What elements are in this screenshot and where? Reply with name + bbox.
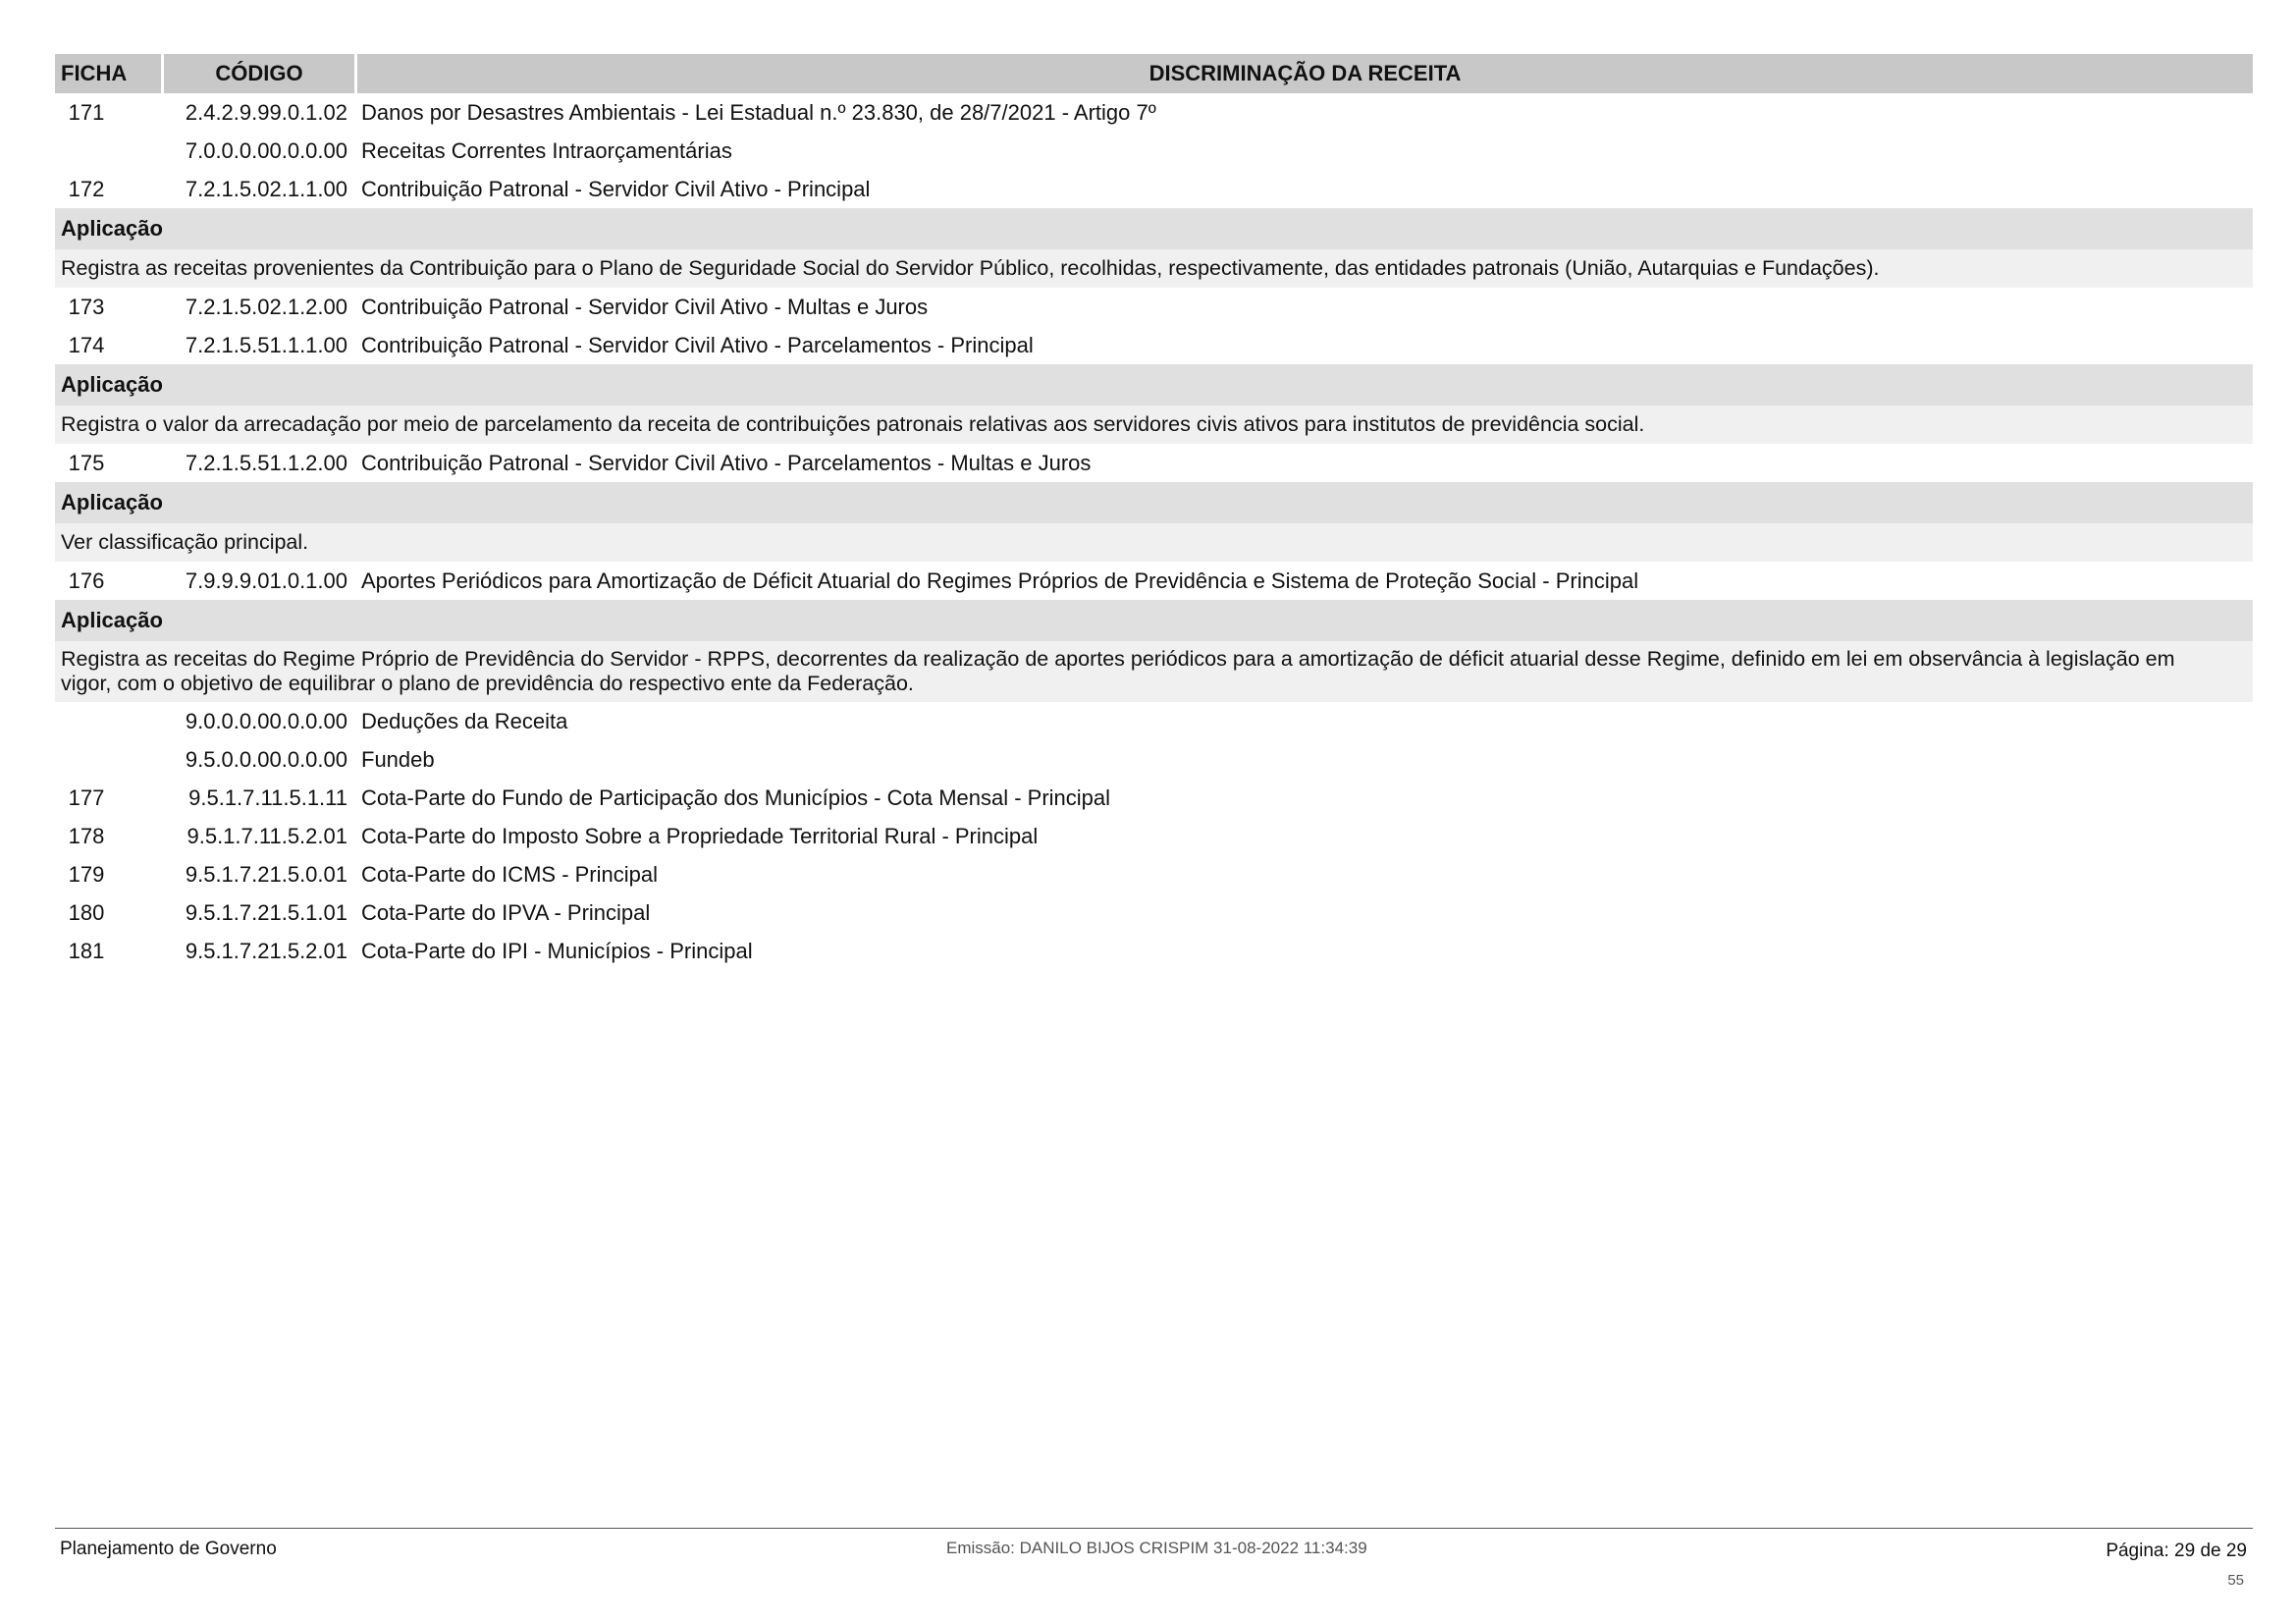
table-row	[55, 326, 2253, 364]
aplicacao-text: Registra o valor da arrecadação por meio de parcelamento da receita de contribuições patronais relativas aos servidores civis ativos para institutos de previdência social.	[55, 406, 2253, 444]
aplicacao-text: Ver classificação principal.	[55, 523, 2253, 562]
desc-cell: Aportes Periódicos para Amortização de Déficit Atuarial do Regimes Próprios de Previdência e Sistema de Proteção Social - Principal	[361, 568, 1639, 593]
table-row	[55, 170, 2253, 208]
table-row	[55, 817, 2253, 855]
codigo-cell: 7.2.1.5.51.1.1.00	[185, 332, 347, 357]
ficha-cell: 179	[68, 861, 105, 887]
codigo-cell: 9.5.1.7.11.5.1.11	[188, 784, 347, 810]
table-row	[55, 740, 2253, 779]
desc-cell: Fundeb	[361, 746, 435, 772]
desc-cell: Cota-Parte do IPI - Municípios - Principal	[361, 938, 753, 963]
desc-cell: Contribuição Patronal - Servidor Civil Ativo - Parcelamentos - Multas e Juros	[361, 450, 1092, 475]
ficha-cell: 173	[68, 294, 105, 319]
codigo-cell: 9.5.1.7.21.5.2.01	[185, 938, 347, 963]
desc-cell: Cota-Parte do Fundo de Participação dos Municípios - Cota Mensal - Principal	[361, 784, 1111, 810]
ficha-cell: 175	[68, 450, 105, 475]
desc-cell: Receitas Correntes Intraorçamentárias	[361, 137, 732, 163]
ficha-cell: 174	[68, 332, 105, 357]
desc-cell: Cota-Parte do IPVA - Principal	[361, 899, 651, 925]
ficha-cell: 172	[68, 176, 105, 201]
desc-cell: Contribuição Patronal - Servidor Civil Ativo - Parcelamentos - Principal	[361, 332, 1034, 357]
table-row	[55, 444, 2253, 482]
aplicacao-text: Registra as receitas provenientes da Contribuição para o Plano de Seguridade Social do Servidor Público, recolhidas, respectivamente, das entidades patronais (União, Autarquias e Fundações).	[55, 249, 2253, 288]
ficha-cell: 171	[68, 99, 105, 125]
desc-cell: Cota-Parte do ICMS - Principal	[361, 861, 658, 887]
table-row	[55, 779, 2253, 817]
aplicacao-text: Registra as receitas do Regime Próprio de Previdência do Servidor - RPPS, decorrentes da realização de aportes periódicos para a amortização de déficit atuarial desse Regime, definido em lei em observância à legislação em vigor, com o objetivo de equilibrar o plano de previdência do respectivo ente da Federação.	[55, 641, 2253, 702]
aplicacao-heading: Aplicação	[55, 208, 2253, 249]
table-row	[55, 93, 2253, 132]
ficha-cell: 178	[68, 823, 105, 848]
table-row	[55, 932, 2253, 970]
footer-divider	[55, 1528, 2253, 1529]
desc-cell: Cota-Parte do Imposto Sobre a Propriedade Territorial Rural - Principal	[361, 823, 1039, 848]
ficha-cell: 176	[68, 568, 105, 593]
table-row	[55, 702, 2253, 740]
footer-title: Planejamento de Governo	[60, 1539, 277, 1559]
codigo-cell: 7.0.0.0.00.0.0.00	[185, 137, 347, 163]
ficha-cell: 181	[68, 938, 105, 963]
codigo-cell: 9.5.1.7.11.5.2.01	[187, 823, 347, 848]
page-indicator: Página: 29 de 29	[2106, 1541, 2247, 1561]
table-row	[55, 562, 2253, 600]
desc-cell: Deduções da Receita	[361, 708, 568, 733]
codigo-cell: 2.4.2.9.99.0.1.02	[185, 99, 347, 125]
desc-cell: Contribuição Patronal - Servidor Civil Ativo - Multas e Juros	[361, 294, 929, 319]
codigo-cell: 7.2.1.5.02.1.2.00	[185, 294, 347, 319]
ficha-cell: 177	[68, 784, 105, 810]
desc-cell: Contribuição Patronal - Servidor Civil Ativo - Principal	[361, 176, 871, 201]
codigo-cell: 9.5.0.0.00.0.0.00	[185, 746, 347, 772]
table-row	[55, 132, 2253, 170]
table-header	[55, 54, 2253, 93]
header-codigo: CÓDIGO	[164, 54, 354, 93]
table-row	[55, 855, 2253, 893]
aplicacao-heading: Aplicação	[55, 600, 2253, 641]
footer-emissao: Emissão: DANILO BIJOS CRISPIM 31-08-2022 11:34:39	[946, 1539, 1367, 1557]
table-row	[55, 893, 2253, 932]
table-row	[55, 288, 2253, 326]
header-ficha: FICHA	[55, 54, 161, 93]
codigo-cell: 9.0.0.0.00.0.0.00	[185, 708, 347, 733]
codigo-cell: 7.2.1.5.51.1.2.00	[185, 450, 347, 475]
page-number: 55	[2227, 1572, 2244, 1589]
receita-table	[55, 54, 2253, 970]
header-discriminacao: DISCRIMINAÇÃO DA RECEITA	[357, 54, 2253, 93]
aplicacao-heading: Aplicação	[55, 482, 2253, 523]
aplicacao-heading: Aplicação	[55, 364, 2253, 406]
ficha-cell: 180	[68, 899, 105, 925]
desc-cell: Danos por Desastres Ambientais - Lei Estadual n.º 23.830, de 28/7/2021 - Artigo 7º	[361, 99, 1156, 125]
codigo-cell: 9.5.1.7.21.5.0.01	[185, 861, 347, 887]
codigo-cell: 7.2.1.5.02.1.1.00	[185, 176, 347, 201]
codigo-cell: 7.9.9.9.01.0.1.00	[185, 568, 347, 593]
codigo-cell: 9.5.1.7.21.5.1.01	[185, 899, 347, 925]
